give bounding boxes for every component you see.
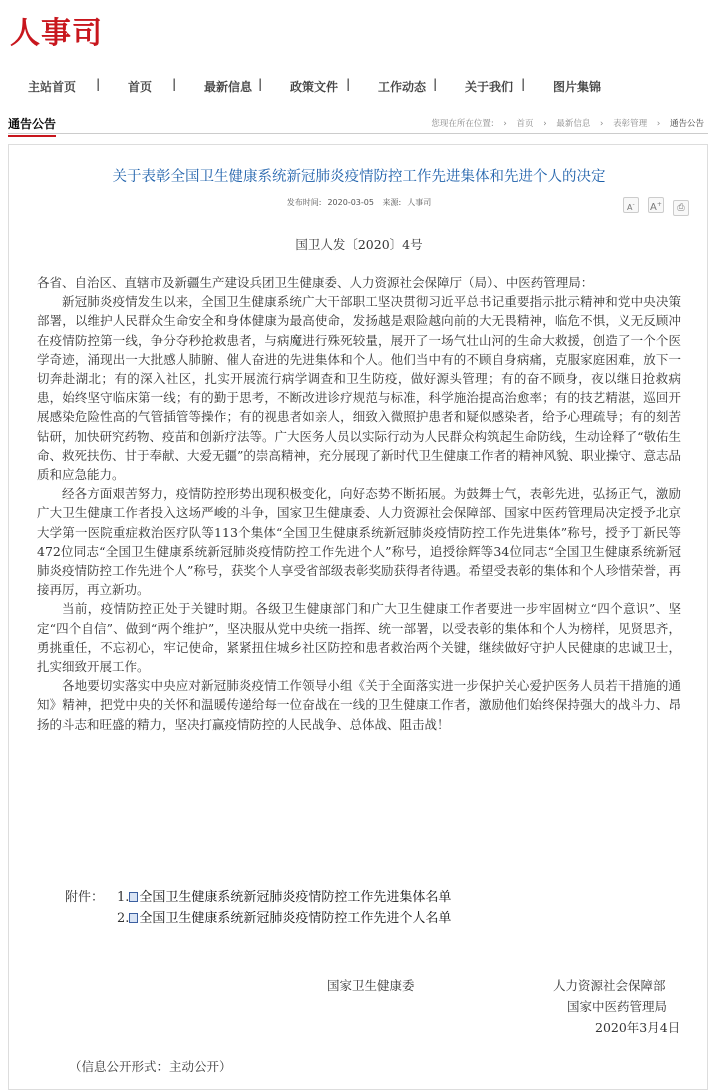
nav-separator: |: [433, 77, 438, 91]
article-meta: [9, 197, 709, 208]
font-small-icon: A: [626, 203, 633, 212]
salutation-paragraph: 各省、自治区、直辖市及新疆生产建设兵团卫生健康委、人力资源社会保障厅（局）、中医药管理局：: [37, 275, 594, 290]
nav-item[interactable]: 主站首页: [28, 80, 77, 94]
nav-separator: |: [346, 77, 351, 91]
font-decrease-button[interactable]: A-: [623, 197, 639, 213]
breadcrumb: [431, 117, 704, 129]
document-icon: [129, 913, 138, 923]
article-body: [37, 273, 681, 734]
attachment-row: [65, 887, 451, 908]
body-paragraph: 当前，疫情防控正处于关键时期。各级卫生健康部门和广大卫生健康工作者要进一步牢固树立“四个意识”、坚定“四个自信”、做到“两个维护”，坚决服从党中央统一指挥、统一部署，以受表彰的集体和个人为榜样，见贤思齐，勇挑重任，不忘初心，牢记使命，紧紧扭住城乡社区防控和患者救治两个关键，继续做好守护人民健康的忠诚卫士，扎实细致开展工作。: [37, 601, 681, 675]
signature-date: 2020年3月4日: [595, 1020, 681, 1035]
breadcrumb-separator: ›: [600, 119, 604, 129]
nav-item[interactable]: 政策文件: [290, 80, 339, 94]
signature-nhc: 国家卫生健康委: [327, 978, 415, 993]
source-label: 来源:: [382, 198, 402, 207]
body-paragraph: 新冠肺炎疫情发生以来，全国卫生健康系统广大干部职工坚决贯彻习近平总书记重要指示批示精神和党中央决策部署，以维护人民群众生命安全和身体健康为最高使命，发扬越是艰险越向前的大无畏精神，临危不惧，义无反顾冲在疫情防控第一线，争分夺秒抢救患者，与病魔进行殊死较量，展开了一场气壮山河的生命大救援，创造了一个个医学奇迹，涌现出一大批感人肺腑、催人奋进的先进集体和个人。他们当中有的不顾自身病痛，克服家庭困难，放下一切奔赴湖北；有的深入社区，扎实开展流行病学调查和卫生防疫，做好源头管理；有的奋不顾身，夜以继日抢救病患，始终坚守临床第一线；有的勤于思考，不断改进诊疗规范与标准，科学施治提高治愈率；有的技艺精湛，巡回开展感染危险性高的气管插管等操作；有的视患者如亲人，细致入微照护患者和疑似感染者，给予心理疏导；有的刻苦钻研，加快研究药物、疫苗和创新疗法等。广大医务人员以实际行动为人民群众构筑起生命防线，生动诠释了“敬佑生命、救死扶伤、甘于奉献、大爱无疆”的崇高精神，充分展现了新时代卫生健康工作者的精神风貌、职业操守、意志品质和应急能力。: [37, 294, 681, 483]
attachment-link-individuals[interactable]: 全国卫生健康系统新冠肺炎疫情防控工作先进个人名单: [139, 911, 452, 926]
section-bar: [8, 112, 708, 134]
print-button[interactable]: [673, 200, 689, 216]
nav-separator: |: [172, 77, 177, 91]
breadcrumb-separator: ›: [543, 119, 547, 129]
source-value: 人事司: [407, 198, 432, 207]
breadcrumb-awards[interactable]: 表彰管理: [613, 119, 648, 129]
attachment-index: 2.: [117, 911, 130, 926]
nav-item[interactable]: 关于我们: [465, 80, 514, 94]
signature-mohrss: 人力资源社会保障部: [553, 978, 666, 993]
publish-date: 2020-03-05: [327, 198, 374, 207]
document-icon: [129, 892, 138, 902]
breadcrumb-home[interactable]: 首页: [516, 119, 534, 129]
nav-item[interactable]: 工作动态: [378, 80, 427, 94]
attachment-link-collectives[interactable]: 全国卫生健康系统新冠肺炎疫情防控工作先进集体名单: [139, 890, 452, 905]
body-paragraph: 经各方面艰苦努力，疫情防控形势出现积极变化，向好态势不断拓展。为鼓舞士气，表彰先进，弘扬正气，激励广大卫生健康工作者投入这场严峻的斗争，国家卫生健康委、人力资源社会保障部、国家中医药管理局决定授予北京大学第一医院重症救治医疗队等113个集体“全国卫生健康系统新冠肺炎疫情防控工作先进集体”称号，授予丁新民等472位同志“全国卫生健康系统新冠肺炎疫情防控工作先进个人”称号，追授徐辉等34位同志“全国卫生健康系统新冠肺炎疫情防控工作先进个人”称号，获奖个人享受省部级表彰奖励获得者待遇。希望受表彰的集体和个人珍惜荣誉，再接再厉，再立新功。: [37, 486, 681, 598]
breadcrumb-current[interactable]: 通告公告: [669, 119, 704, 129]
publish-label: 发布时间:: [286, 198, 322, 207]
nav-item[interactable]: 首页: [128, 80, 153, 94]
print-icon: ⎙: [677, 203, 685, 213]
breadcrumb-separator: ›: [656, 119, 661, 129]
breadcrumb-separator: ›: [503, 119, 507, 129]
site-logo[interactable]: 人事司: [10, 16, 103, 51]
nav-item[interactable]: 图片集锦: [553, 80, 602, 94]
attachment-index: 1.: [117, 890, 130, 905]
signature-natcm: 国家中医药管理局: [567, 999, 668, 1014]
nav-separator: |: [521, 77, 526, 91]
breadcrumb-latest[interactable]: 最新信息: [556, 119, 591, 129]
disclosure-form: （信息公开形式：主动公开）: [69, 1059, 232, 1074]
font-large-icon: A: [649, 202, 657, 213]
nav-separator: |: [258, 77, 263, 91]
attachments-label: 附件：: [65, 890, 105, 905]
section-title: 通告公告: [8, 115, 56, 137]
attachment-row: [65, 908, 451, 929]
article-panel: [8, 144, 708, 1090]
font-increase-button[interactable]: A+: [648, 197, 664, 213]
document-number: 国卫人发〔2020〕4号: [295, 237, 423, 252]
nav-item[interactable]: 最新信息: [204, 80, 253, 94]
body-paragraph: 各地要切实落实中央应对新冠肺炎疫情工作领导小组《关于全面落实进一步保护关心爱护医务人员若干措施的通知》精神，把党中央的关怀和温暖传递给每一位奋战在一线的卫生健康工作者，激励他们始终保持强大的战斗力、昂扬的斗志和旺盛的精力，坚决打赢疫情防控的人民战争、总体战、阻击战！: [37, 678, 681, 732]
article-title: 关于表彰全国卫生健康系统新冠肺炎疫情防控工作先进集体和先进个人的决定: [112, 169, 606, 185]
attachments: [65, 887, 451, 929]
article-tools: [619, 195, 689, 216]
nav-separator: |: [96, 77, 101, 91]
breadcrumb-prefix: 您现在所在位置:: [431, 119, 494, 129]
main-nav: [0, 76, 716, 96]
